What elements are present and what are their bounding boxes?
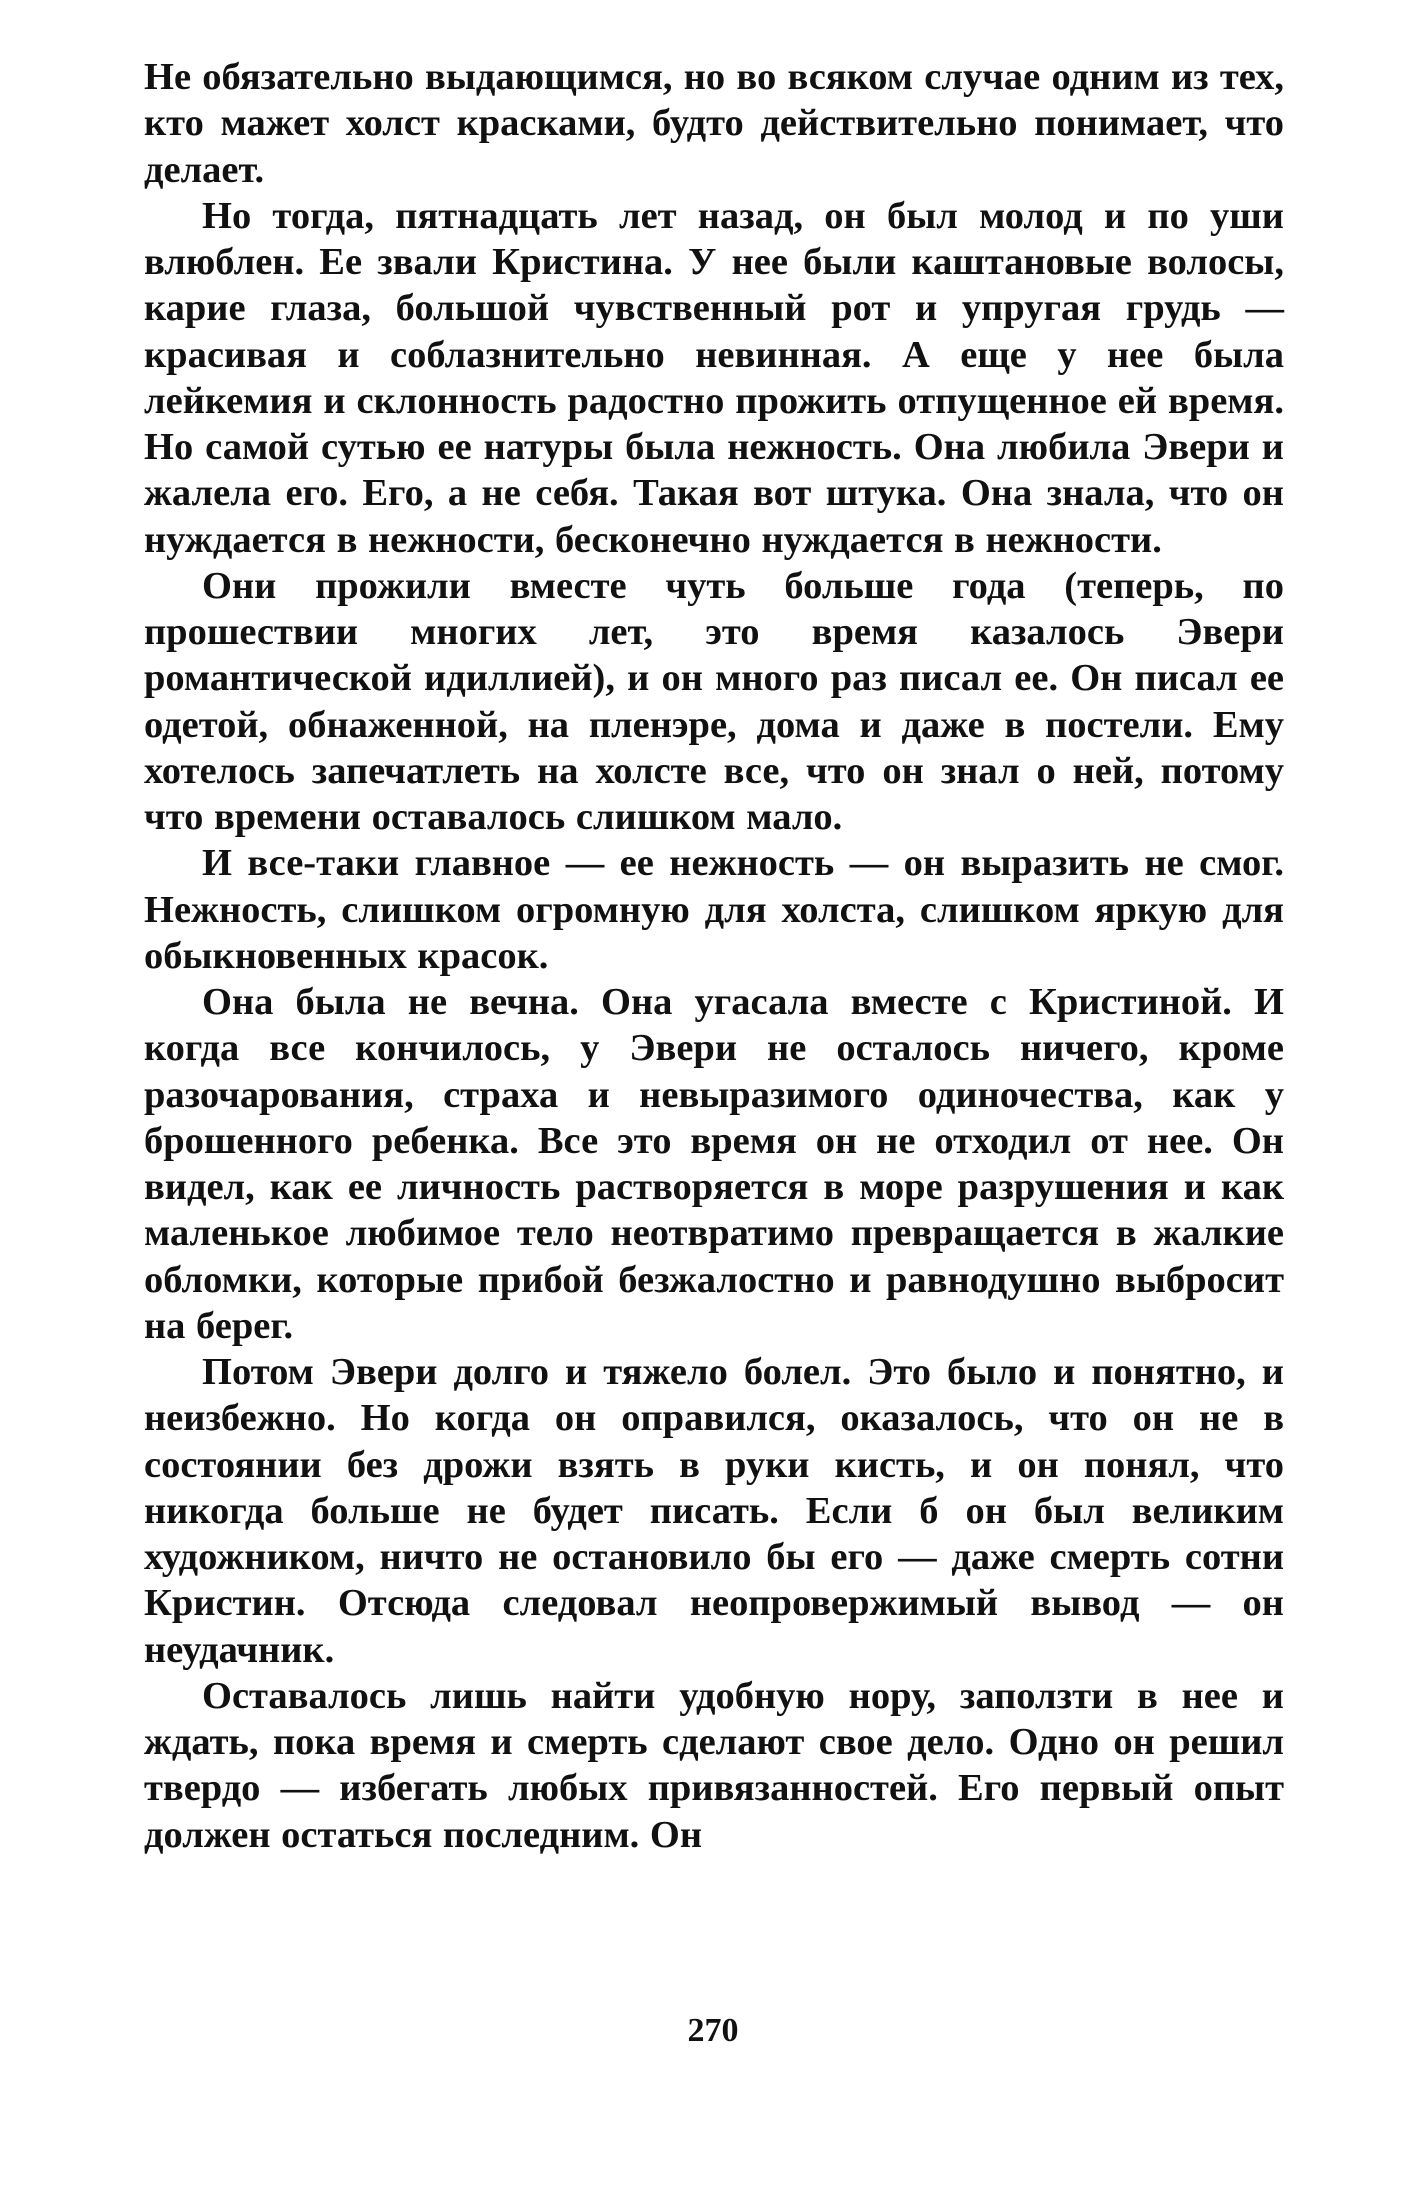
- paragraph-6: Потом Эвери долго и тяжело болел. Это было и понятно, и неизбежно. Но когда он оправился, оказалось, что он не в состоянии без дрожи взять в руки кисть, и он понял, что никогда больше не будет писать. Если б он был великим художником, ничто не остановило бы его — даже смерть сотни Кристин. Отсюда следовал неопровержимый вывод — он неудачник.: [144, 1351, 1284, 1671]
- page-number: 270: [687, 2012, 739, 2049]
- paragraph-7: Оставалось лишь найти удобную нору, заползти в нее и ждать, пока время и смерть сделают свое дело. Одно он решил твердо — избегать любых привязанностей. Его первый опыт должен остаться последним. Он: [144, 1674, 1284, 1856]
- paragraph-3: Они прожили вместе чуть больше года (теперь, по прошествии многих лет, это время казалось Эвери романтической идиллией), и он много раз писал ее. Он писал ее одетой, обнаженной, на пленэре, дома и даже в постели. Ему хотелось запечатлеть на холсте все, что он знал о ней, потому что времени оставалось слишком мало.: [144, 564, 1284, 838]
- paragraph-2: Но тогда, пятнадцать лет назад, он был молод и по уши влюблен. Ее звали Кристина. У нее были каштановые волосы, карие глаза, большой чувственный рот и упругая грудь — красивая и соблазнительно невинная. А еще у нее была лейкемия и склонность радостно прожить отпущенное ей время. Но самой сутью ее натуры была нежность. Она любила Эвери и жалела его. Его, а не себя. Такая вот штука. Она знала, что он нуждается в нежности, бесконечно нуждается в нежности.: [144, 194, 1284, 561]
- paragraph-5: Она была не вечна. Она угасала вместе с Кристиной. И когда все кончилось, у Эвери не осталось ничего, кроме разочарования, страха и невыразимого одиночества, как у брошенного ребенка. Все это время он не отходил от нее. Он видел, как ее личность растворяется в море разрушения и как маленькое любимое тело неотвратимо превращается в жалкие обломки, которые прибой безжалостно и равнодушно выбросит на берег.: [144, 981, 1284, 1347]
- paragraph-1: Не обязательно выдающимся, но во всяком случае одним из тех, кто мажет холст красками, будто действительно понимает, что делает.: [144, 56, 1284, 191]
- body-text: [144, 54, 1284, 1858]
- paragraph-4: И все-таки главное — ее нежность — он выразить не смог. Нежность, слишком огромную для холста, слишком яркую для обыкновенных красок.: [144, 842, 1284, 977]
